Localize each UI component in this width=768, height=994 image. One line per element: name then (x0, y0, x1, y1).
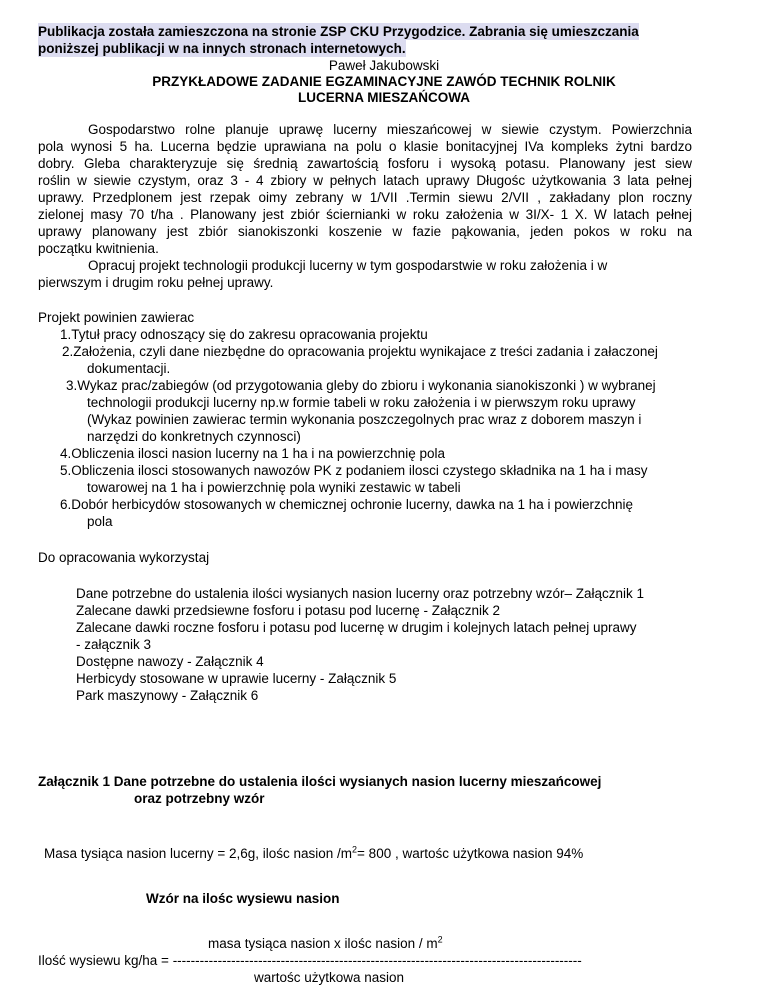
project-item: towarowej na 1 ha i powierzchnię pola wyniki zestawic w tabeli (87, 480, 461, 495)
intro-line: uprawy planowany jest zbiór sianokiszonki koszenie w fazie pąkowania, jeden pokos w roku na (38, 224, 692, 239)
seed-mass-rest: = 800 , wartośc użytkowa nasion 94% (357, 846, 584, 861)
seed-mass-sup: 2 (352, 844, 358, 855)
project-item: 5.Obliczenia ilosci stosowanych nawozów PK z podaniem ilosci czystego składnika na 1 ha i masy (60, 463, 648, 478)
project-heading: Projekt powinien zawierac (38, 310, 195, 325)
intro-line: dobry. Gleba charakteryzuje się średnią zawartością fosforu i wysoką potasu. Planowany jest siew (38, 156, 692, 171)
resource-item: Zalecane dawki przedsiewne fosforu i potasu pod lucernę - Załącznik 2 (76, 603, 500, 618)
resource-item: Zalecane dawki roczne fosforu i potasu pod lucernę w drugim i kolejnych latach pełnej uprawy (76, 620, 637, 635)
formula-numerator-sup: 2 (437, 934, 443, 945)
intro-line: uprawy. Przedplonem jest rzepak oimy zebrany w 1/VII .Termin siewu 2/VII , zakładany plon roczny (38, 190, 692, 205)
intro-line: roślin w siewie czystym, oraz 3 - 4 zbiory w pełnych latach uprawy Długośc użytkowania 3 lata pełnej (38, 173, 692, 188)
project-item: dokumentacji. (87, 361, 171, 376)
project-item: 6.Dobór herbicydów stosowanych w chemicznej ochronie lucerny, dawka na 1 ha i powierzchnię (60, 497, 634, 512)
resource-item: - załącznik 3 (76, 637, 152, 652)
resource-item: Herbicydy stosowane w uprawie lucerny - Załącznik 5 (76, 671, 397, 686)
project-item: (Wykaz powinien zawierac termin wykonania poszczegolnych prac wraz z doborem maszyn i (87, 412, 642, 427)
document-title-line2: LUCERNA MIESZAŃCOWA (298, 90, 470, 105)
intro-line: początku kwitnienia. (38, 241, 159, 256)
formula-line (38, 952, 758, 969)
formula-numerator-text: masa tysiąca nasion x ilośc nasion / m (208, 936, 438, 951)
task-line1: Opracuj projekt technologii produkcji lucerny w tym gospodarstwie w roku założenia i w (88, 258, 608, 273)
resources-heading: Do opracowania wykorzystaj (38, 550, 210, 565)
project-item: 4.Obliczenia ilosci nasion lucerny na 1 ha i na powierzchnię pola (60, 446, 445, 461)
formula-denominator: wartośc użytkowa nasion (254, 970, 405, 985)
seed-mass-text: Masa tysiąca nasion lucerny = 2,6g, ilośc nasion /m (44, 846, 353, 861)
project-item: technologii produkcji lucerny np.w formie tabeli w roku założenia i w pierwszym roku uprawy (87, 395, 636, 410)
author-name: Paweł Jakubowski (328, 58, 440, 73)
project-item: 3.Wykaz prac/zabiegów (od przygotowania gleby do zbioru i wykonania sianokiszonki ) w wybranej (66, 378, 656, 393)
intro-line: Gospodarstwo rolne planuje uprawę lucerny mieszańcowej w siewie czystym. Powierzchnia (88, 122, 692, 137)
formula-numerator (208, 935, 443, 952)
intro-line: pola wynosi 5 ha. Lucerna będzie uprawiana na polu o klasie bonitacyjnej IVa kompleks żytni bardzo (38, 139, 692, 154)
attachment1-title-line2: oraz potrzebny wzór (134, 791, 265, 806)
task-line2: pierwszym i drugim roku pełnej uprawy. (38, 275, 274, 290)
resource-item: Dane potrzebne do ustalenia ilości wysianych nasion lucerny oraz potrzebny wzór– Załącznik 1 (76, 586, 645, 601)
resource-item: Dostępne nawozy - Załącznik 4 (76, 654, 264, 669)
document-title-line1: PRZYKŁADOWE ZADANIE EGZAMINACYJNE ZAWÓD TECHNIK ROLNIK (152, 74, 616, 89)
publication-notice-line2: poniższej publikacji w na innych stronach internetowych. (38, 41, 406, 56)
attachment1-title-line1: Załącznik 1 Dane potrzebne do ustalenia ilości wysianych nasion lucerny mieszańcowej (38, 774, 602, 789)
formula-lhs: Ilość wysiewu kg/ha = (38, 953, 173, 968)
project-item: 2.Założenia, czyli dane niezbędne do opracowania projektu wynikajace z treści zadania i załaczonej (62, 344, 658, 359)
seed-parameters (44, 845, 583, 862)
intro-line: zielonej masy 70 t/ha . Planowany jest zbiór ściernianki w roku założenia w 3I/X- 1 X. W latach pełnej (38, 207, 692, 222)
project-item: narzędzi do konkretnych czynnosci) (87, 429, 301, 444)
formula-heading: Wzór na ilośc wysiewu nasion (146, 891, 340, 906)
project-item: pola (87, 514, 113, 529)
resource-item: Park maszynowy - Załącznik 6 (76, 688, 259, 703)
publication-notice-line1: Publikacja została zamieszczona na stronie ZSP CKU Przygodzice. Zabrania się umieszczania (38, 24, 639, 39)
formula-fraction-bar: ------------------------------------------------------------------------------------------- (172, 953, 582, 968)
project-item: 1.Tytuł pracy odnoszący się do zakresu opracowania projektu (60, 327, 428, 342)
